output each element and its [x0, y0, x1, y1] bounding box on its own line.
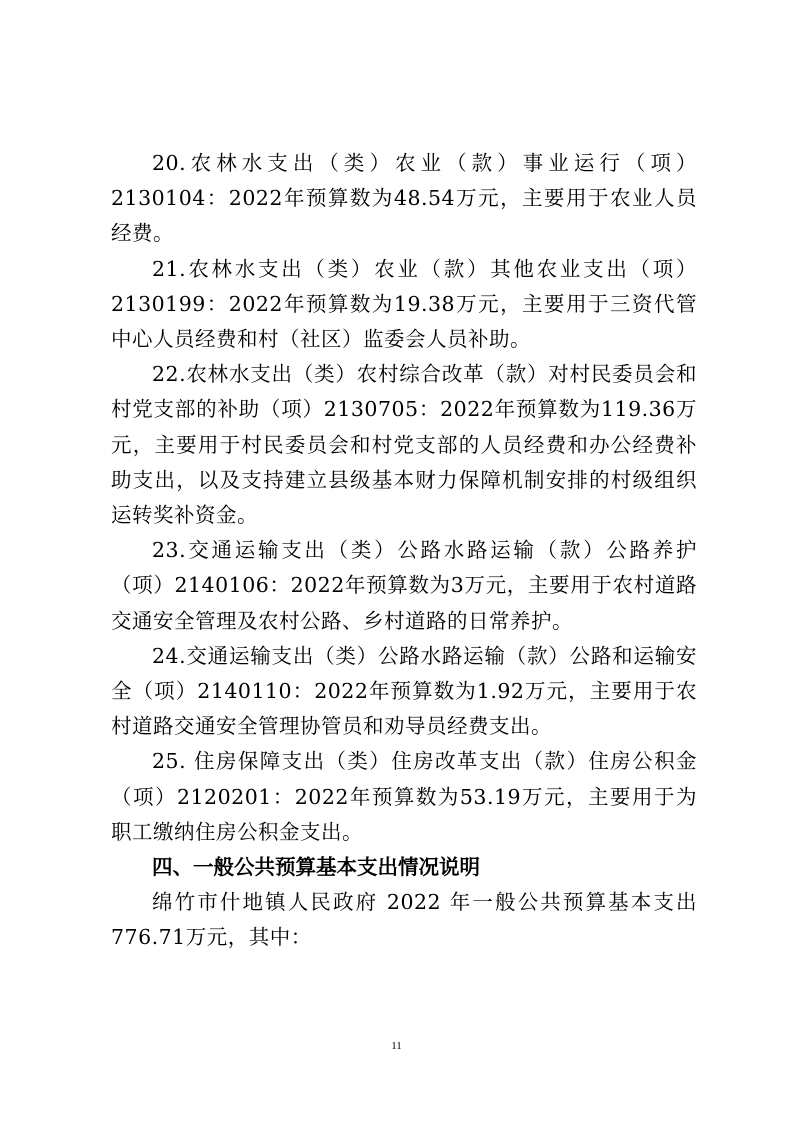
summary-paragraph: 绵竹市什地镇人民政府 2022 年一般公共预算基本支出776.71万元，其中：	[111, 890, 697, 950]
paragraph-item-23: 23.交通运输支出（类）公路水路运输（款）公路养护（项）2140106：2022年预算数为3万元，主要用于农村道路交通安全管理及农村公路、乡村道路的日常养护。	[111, 538, 697, 633]
page-number: 11	[391, 1040, 402, 1052]
paragraph-item-20: 20.农林水支出（类）农业（款）事业运行（项）2130104：2022年预算数为48.54万元，主要用于农业人员经费。	[111, 151, 697, 246]
paragraph-item-25: 25. 住房保障支出（类）住房改革支出（款）住房公积金（项）2120201：2022年预算数为53.19万元，主要用于为职工缴纳住房公积金支出。	[111, 749, 697, 844]
paragraph-item-24: 24.交通运输支出（类）公路水路运输（款）公路和运输安全（项）2140110：2022年预算数为1.92万元，主要用于农村道路交通安全管理协管员和劝导员经费支出。	[111, 643, 697, 739]
section-heading: 四、一般公共预算基本支出情况说明	[152, 855, 480, 880]
paragraph-item-22: 22.农林水支出（类）农村综合改革（款）对村民委员会和村党支部的补助（项）2130705：2022年预算数为119.36万元，主要用于村民委员会和村党支部的人员经费和办公经费补助支出，以及支持建立县级基本财力保障机制安排的村级组织运转奖补资金。	[111, 362, 697, 528]
page-content	[111, 146, 697, 956]
paragraph-item-21: 21.农林水支出（类）农业（款）其他农业支出（项）2130199：2022年预算数为19.38万元，主要用于三资代管中心人员经费和村（社区）监委会人员补助。	[111, 256, 697, 352]
